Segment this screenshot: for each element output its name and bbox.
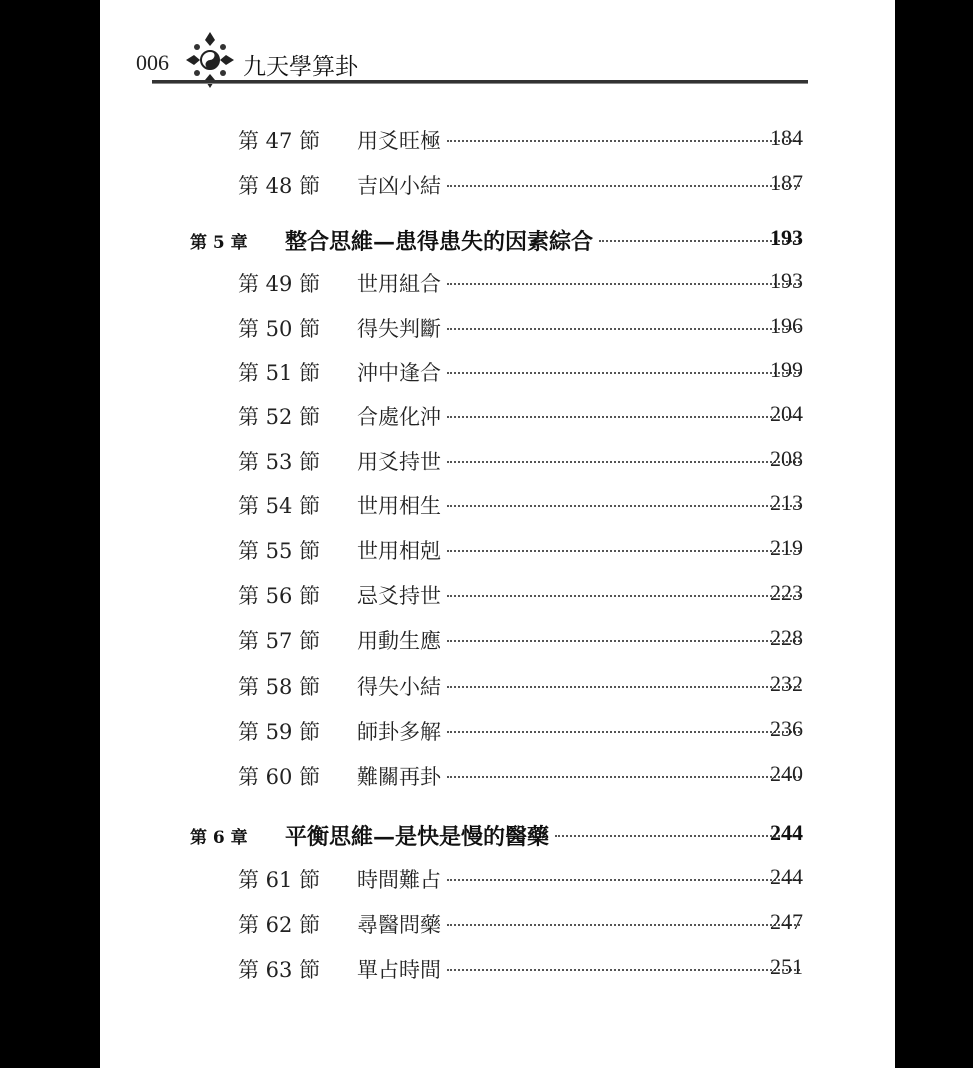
entry-title: 用爻持世 (357, 450, 441, 474)
entry-label: 第 56 節 (238, 584, 321, 608)
book-title: 九天學算卦 (243, 54, 358, 80)
entry-page-number: 199 (770, 357, 803, 382)
entry-label: 第 60 節 (238, 765, 321, 789)
toc-section-entry (100, 716, 895, 746)
entry-title: 世用組合 (357, 272, 441, 296)
entry-title: 整合思維—患得患失的因素綜合 (285, 229, 594, 255)
toc-section-entry (100, 535, 895, 565)
entry-page-number: 236 (770, 716, 803, 741)
entry-label: 第 58 節 (238, 675, 321, 699)
toc-section-entry (100, 170, 895, 200)
toc-section-entry (100, 268, 895, 298)
entry-label: 第 55 節 (238, 539, 321, 563)
entry-label: 第 52 節 (238, 405, 321, 429)
dot-leader (447, 640, 800, 642)
entry-title: 得失小結 (357, 675, 441, 699)
book-page (100, 0, 895, 1068)
entry-label: 第 47 節 (238, 129, 321, 153)
entry-label: 第 48 節 (238, 174, 321, 198)
toc-section-entry (100, 909, 895, 939)
toc-section-entry (100, 864, 895, 894)
dot-leader (447, 372, 800, 374)
header-rule (152, 80, 808, 84)
entry-label: 第 53 節 (238, 450, 321, 474)
entry-page-number: 223 (770, 580, 803, 605)
entry-label: 第 50 節 (238, 317, 321, 341)
entry-page-number: 232 (770, 671, 803, 696)
entry-title: 沖中逢合 (357, 361, 441, 385)
dot-leader (447, 140, 800, 142)
entry-label: 第 62 節 (238, 913, 321, 937)
toc-section-entry (100, 625, 895, 655)
entry-page-number: 208 (770, 446, 803, 471)
entry-page-number: 244 (770, 864, 803, 889)
entry-label: 第 61 節 (238, 868, 321, 892)
entry-title: 用動生應 (357, 629, 441, 653)
dot-leader (447, 550, 800, 552)
entry-title: 世用相剋 (357, 539, 441, 563)
entry-title: 單占時間 (357, 958, 441, 982)
entry-label: 第 63 節 (238, 958, 321, 982)
entry-title: 師卦多解 (357, 720, 441, 744)
dot-leader (447, 924, 800, 926)
entry-page-number: 193 (770, 268, 803, 293)
toc-section-entry (100, 954, 895, 984)
dot-leader (447, 461, 800, 463)
entry-page-number: 196 (770, 313, 803, 338)
entry-title: 吉凶小結 (357, 174, 441, 198)
entry-title: 平衡思維—是快是慢的醫藥 (285, 824, 550, 850)
entry-label: 第 6 章 (190, 828, 248, 848)
entry-title: 世用相生 (357, 494, 441, 518)
entry-title: 用爻旺極 (357, 129, 441, 153)
entry-label: 第 59 節 (238, 720, 321, 744)
entry-label: 第 49 節 (238, 272, 321, 296)
entry-page-number: 244 (770, 820, 803, 845)
dot-leader (447, 416, 800, 418)
dot-leader (447, 283, 800, 285)
toc-section-entry (100, 313, 895, 343)
dot-leader (447, 595, 800, 597)
entry-title: 得失判斷 (357, 317, 441, 341)
entry-page-number: 204 (770, 401, 803, 426)
entry-title: 尋醫問藥 (357, 913, 441, 937)
entry-page-number: 228 (770, 625, 803, 650)
dot-leader (555, 835, 800, 837)
entry-label: 第 57 節 (238, 629, 321, 653)
dot-leader (447, 731, 800, 733)
toc-section-entry (100, 125, 895, 155)
entry-page-number: 219 (770, 535, 803, 560)
entry-page-number: 247 (770, 909, 803, 934)
entry-page-number: 251 (770, 954, 803, 979)
toc-section-entry (100, 580, 895, 610)
toc-section-entry (100, 446, 895, 476)
dot-leader (447, 776, 800, 778)
dot-leader (447, 185, 800, 187)
entry-label: 第 5 章 (190, 233, 248, 253)
dot-leader (447, 505, 800, 507)
entry-title: 忌爻持世 (357, 584, 441, 608)
entry-page-number: 187 (770, 170, 803, 195)
toc-chapter-entry (100, 225, 895, 255)
dot-leader (447, 686, 800, 688)
entry-page-number: 213 (770, 490, 803, 515)
entry-page-number: 240 (770, 761, 803, 786)
entry-label: 第 51 節 (238, 361, 321, 385)
dot-leader (447, 969, 800, 971)
toc-section-entry (100, 761, 895, 791)
entry-title: 合處化沖 (357, 405, 441, 429)
toc-section-entry (100, 401, 895, 431)
toc-section-entry (100, 490, 895, 520)
toc-section-entry (100, 671, 895, 701)
entry-page-number: 184 (770, 125, 803, 150)
dot-leader (447, 328, 800, 330)
entry-title: 時間難占 (357, 868, 441, 892)
entry-label: 第 54 節 (238, 494, 321, 518)
entry-title: 難關再卦 (357, 765, 441, 789)
toc-section-entry (100, 357, 895, 387)
entry-page-number: 193 (770, 225, 803, 250)
toc-chapter-entry (100, 820, 895, 850)
page-number: 006 (136, 50, 169, 75)
dot-leader (447, 879, 800, 881)
